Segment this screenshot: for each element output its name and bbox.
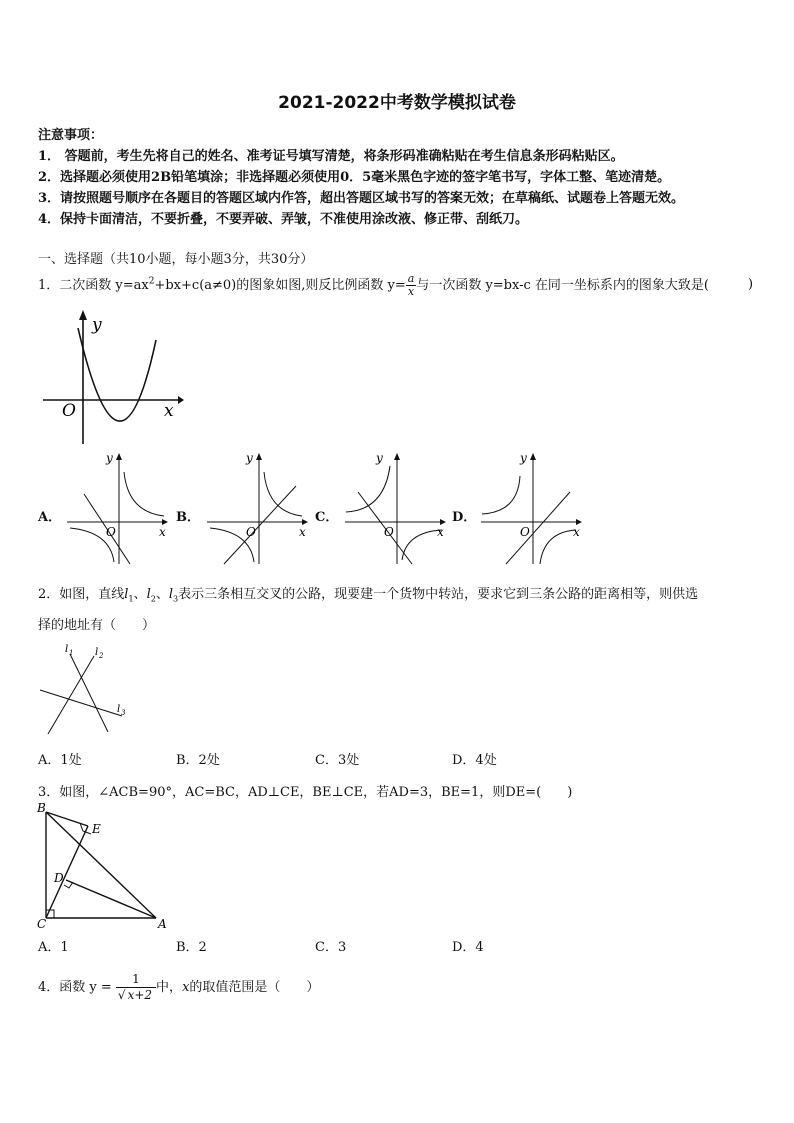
line-l1 xyxy=(70,654,108,732)
q2-l1: l xyxy=(124,587,129,602)
q1-graph-d xyxy=(476,452,586,567)
q1-fraction xyxy=(406,273,417,298)
q1-graph-a xyxy=(62,452,172,567)
q2-l2: l xyxy=(146,587,151,602)
graph-b-x: x xyxy=(299,525,306,539)
q2-option-c[interactable]: C．3处 xyxy=(315,753,360,768)
q1-x-label: x xyxy=(164,401,174,421)
q1-frac-num: a xyxy=(407,272,415,285)
graph-c-o: O xyxy=(384,525,394,539)
notice-item-4: 4．保持卡面清洁，不要折叠，不要弄破、弄皱，不准使用涂改液、修正带、刮纸刀。 xyxy=(38,212,529,227)
q1-sup: 2 xyxy=(148,276,155,287)
graph-b-o: O xyxy=(246,525,256,539)
graph-d-o: O xyxy=(520,525,530,539)
hyperbola-lower xyxy=(402,530,442,560)
hyperbola-upper xyxy=(124,472,164,516)
q1-option-b[interactable]: B． xyxy=(176,510,200,525)
q3-option-b[interactable]: B．2 xyxy=(176,940,207,955)
graph-a-y: y xyxy=(106,451,113,465)
section-heading: 一、选择题（共10小题，每小题3分，共30分） xyxy=(38,252,314,267)
q2-lines-figure xyxy=(38,642,138,737)
label-c: C xyxy=(37,917,47,931)
q4-denominator: √ x+2 xyxy=(117,988,153,1002)
q4-prefix: 4．函数 y = xyxy=(38,980,112,995)
label-e: E xyxy=(92,822,101,836)
parabola-curve xyxy=(78,328,156,421)
label-b: B xyxy=(37,801,46,815)
q2-l1-sub: 1 xyxy=(128,594,134,604)
q1-option-a[interactable]: A． xyxy=(38,510,62,525)
q3-option-d[interactable]: D．4 xyxy=(452,940,484,955)
question-2-line-2: 择的地址有（ ） xyxy=(38,618,156,633)
graph-c-x: x xyxy=(437,525,444,539)
q2-option-d[interactable]: D．4处 xyxy=(452,753,497,768)
label-a: A xyxy=(158,917,167,931)
q1-option-d[interactable]: D． xyxy=(452,510,477,525)
notice-item-2: 2．选择题必须使用2B铅笔填涂；非选择题必须使用0．5毫米黑色字迹的签字笔书写，字体工整、笔迹清楚。 xyxy=(38,170,671,185)
q1-graph-b xyxy=(202,452,312,567)
q3-option-c[interactable]: C．3 xyxy=(315,940,347,955)
q2-l3-sub: 3 xyxy=(173,594,179,604)
q2-l3: l xyxy=(168,587,174,602)
q1-paren-close: ) xyxy=(748,277,754,292)
arrow-y xyxy=(256,453,262,460)
hyperbola-upper xyxy=(482,476,520,514)
line-ad xyxy=(66,880,156,918)
line-l3 xyxy=(40,690,122,716)
question-2-line-1 xyxy=(38,583,698,604)
question-4 xyxy=(38,972,319,1003)
q4-suffix: 中， xyxy=(156,980,183,995)
notice-item-1: 1． 答题前，考生先将自己的姓名、准考证号填写清楚，将条形码准确粘贴在考生信息条形码粘贴区。 xyxy=(38,149,624,164)
q1-prefix: 1．二次函数 y=ax xyxy=(38,278,149,293)
line xyxy=(506,492,570,564)
q1-option-c[interactable]: C． xyxy=(315,510,339,525)
question-1 xyxy=(38,273,709,298)
line xyxy=(224,486,296,564)
label-d: D xyxy=(54,871,64,885)
x-axis-arrow xyxy=(178,396,184,404)
arrow-y xyxy=(116,453,122,460)
q4-end: 的取值范围是（ ） xyxy=(189,980,320,995)
q1-y-label: y xyxy=(92,315,102,335)
question-3: 3．如图，∠ACB=90°，AC=BC，AD⊥CE，BE⊥CE，若AD=3，BE=1，则DE=( ) xyxy=(38,785,573,800)
label-l3-sub: 3 xyxy=(121,709,126,717)
q2-option-a[interactable]: A．1处 xyxy=(38,753,82,768)
q2-lead: 2．如图，直线 xyxy=(38,587,125,602)
q4-sqrt-body: x+2 xyxy=(127,988,153,1002)
q1-graph-c xyxy=(340,452,450,567)
graph-b-y: y xyxy=(246,451,253,465)
q3-triangle-figure xyxy=(36,800,176,930)
q3-option-a[interactable]: A．1 xyxy=(38,940,69,955)
q2-l2-sub: 2 xyxy=(150,594,156,604)
q4-numerator: 1 xyxy=(116,972,156,988)
graph-a-x: x xyxy=(159,525,166,539)
q1-parabola-figure xyxy=(38,308,188,448)
graph-d-x: x xyxy=(573,525,580,539)
q2-sep-2: 、 xyxy=(155,587,169,602)
hyperbola-upper xyxy=(264,472,302,516)
graph-a-o: O xyxy=(106,525,116,539)
arrow-y xyxy=(394,453,400,460)
graph-d-y: y xyxy=(520,451,527,465)
label-l1-sub: 1 xyxy=(69,649,74,657)
q1-origin-label: O xyxy=(62,401,76,421)
label-l2: l xyxy=(95,647,99,658)
q1-mid: +bx+c(a≠0)的图象如图,则反比例函数 y= xyxy=(154,278,406,293)
arrow-y xyxy=(530,453,536,460)
side-ba xyxy=(46,812,156,918)
graph-c-y: y xyxy=(376,451,383,465)
page-title: 2021-2022中考数学模拟试卷 xyxy=(278,93,516,113)
notice-item-3: 3．请按照题号顺序在各题目的答题区域内作答，超出答题区域书写的答案无效；在草稿纸、试题卷上答题无效。 xyxy=(38,191,685,206)
q2-rest: 表示三条相互交叉的公路，现要建一个货物中转站，要求它到三条公路的距离相等，则供选 xyxy=(178,587,699,602)
line-ce xyxy=(46,826,88,918)
q2-option-b[interactable]: B．2处 xyxy=(176,753,220,768)
label-l2-sub: 2 xyxy=(99,652,104,660)
notice-heading: 注意事项： xyxy=(38,128,104,143)
y-axis-arrow xyxy=(79,310,87,320)
q1-suffix: 与一次函数 y=bx-c 在同一坐标系内的图象大致是( xyxy=(416,278,709,293)
q1-frac-den: x xyxy=(407,285,415,298)
q4-fraction xyxy=(116,972,156,1003)
label-l3: l xyxy=(117,704,121,715)
hyperbola-lower xyxy=(540,530,576,564)
label-l1: l xyxy=(65,644,69,655)
q4-var: x xyxy=(182,980,190,995)
q2-sep-1: 、 xyxy=(133,587,147,602)
